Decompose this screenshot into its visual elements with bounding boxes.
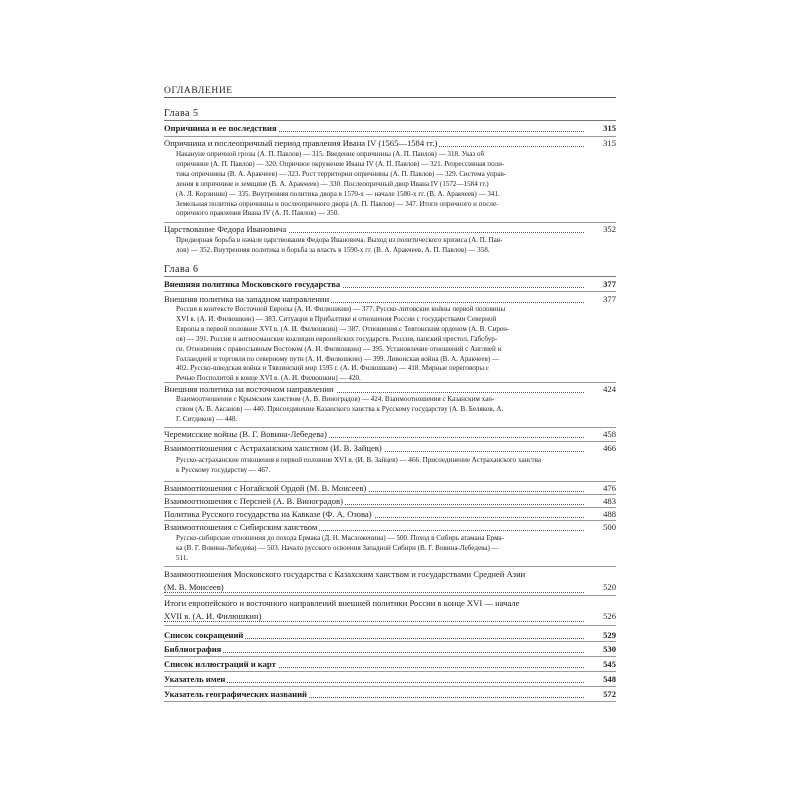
page-header: ОГЛАВЛЕНИЕ [164,86,233,96]
toc-entry[interactable] [164,383,616,395]
toc-entry-page: 377 [586,293,616,305]
subentry-line: Накануне опричной грозы (А. П. Павлов) — 315. Введение опричнины (А. П. Павлов) — 318. Указ об [176,150,485,158]
toc-entry[interactable] [164,508,616,520]
toc-entry-title: Черемисские войны (В. Г. Вовина-Лебедева) [164,429,327,439]
toc-entry-page: 458 [586,428,616,440]
toc-entry-title: Взаимоотношения с Ногайской Ордой (М. В. Моисеев) [164,483,367,493]
entry-rule [164,686,616,687]
entry-rule [164,701,616,702]
toc-subentries [176,456,596,476]
toc-entry-title-continued [164,610,263,622]
subentry-line: ги. Отношения с православным Востоком (А. И. Филюшкин) — 395. Установление отношений с Англией и [176,344,502,353]
toc-entry-page: 545 [586,658,616,670]
subentry-line: 511. [176,553,189,562]
subentry-line: Взаимоотношения с Крымским ханством (А. В. Виноградов) — 424. Взаимоотношения с Казанским хан- [176,395,495,403]
toc-entry-title: Список иллюстраций и карт [164,659,276,669]
toc-entry-title: Внешняя политика на западном направлении [164,294,330,304]
subentry-line: ления в опричнине и земщине (В. А. Аракчеев) — 330. Послеопричный двор Ивана IV (1572—1584 гг.) [176,179,489,188]
toc-entry[interactable] [164,278,616,290]
toc-entry-title: Опричнина и послеопричный период правления Ивана IV (1565—1584 гг.) [164,138,438,148]
toc-entry[interactable] [164,521,616,533]
subentry-line: Русско-астраханские отношения в первой половине XVI в. (И. В. Зайцев) — 466. Присоединение Астраханского ханства [176,456,542,464]
subentry-line: тика опричнины (В. А. Аракчеев) — 323. Рост территории опричнины (А. П. Павлов) — 329. Система управ- [176,169,507,178]
toc-entry-page: 520 [586,581,616,593]
toc-subentries [176,395,596,425]
subentry-line: Русско-сибирские отношения до похода Ермака (Д. Н. Масложенина) — 500. Поход в Сибирь атамана Ерма- [176,534,505,542]
subentry-line: Европы в первой половине XVI в. (А. И. Филюшкин) — 387. Отношения с Тевтонским орденом (А. В. Сирен- [176,324,510,333]
subentry-line: Россия в контексте Восточной Европы (А. И. Филюшкин) — 377. Русско-литовские войны первой половины [176,305,506,313]
subentry-line: Голландией и торговля по северному пути (А. И. Филюшкин) — 399. Ливонская война (В. А. Аракчеев) — [176,354,500,363]
entry-rule [164,291,616,292]
toc-subentries [176,534,596,564]
chapter-5-rule [164,120,616,121]
toc-entry-page: 572 [586,688,616,700]
toc-entry-title: Царствование Федора Ивановича [164,224,287,234]
toc-entry-title-tail: XVII в. (А. И. Филюшкин) [164,611,262,621]
toc-page [164,0,616,800]
leader-dots [164,682,584,683]
subentry-line: 402. Русско-шведская война и Тявзинский мир 1595 г. (А. И. Филюшкин) — 418. Мирные переговоры с [176,364,490,373]
chapter-5-title: Глава 5 [164,108,199,119]
toc-entry[interactable] [164,597,616,623]
subentry-line: XVI в. (А. И. Филюшкин) — 383. Ситуация в Прибалтике и отношения России с государствами Северной [176,314,497,323]
entry-rule [164,595,616,596]
toc-entry-title-continued [164,581,226,593]
toc-entry-title: Опричнина и ее последствия [164,123,277,133]
toc-entry-title: Библиография [164,644,222,654]
toc-subentries [176,150,596,219]
toc-entry[interactable] [164,442,616,454]
toc-subentries [176,236,596,256]
toc-entry-page: 483 [586,495,616,507]
toc-entry[interactable] [164,122,616,134]
subentry-line: Земельная политика опричнины и послеопричного двора (А. П. Павлов) — 347. Итоги опричного и после- [176,199,499,208]
subentry-line: лов) — 352. Внутренняя политика и борьба за власть в 1590-х гг. (В. А. Аракчеев, А. П. Павлов) — 358. [176,245,490,254]
leader-dots [164,652,584,653]
toc-entry-title: Указатель географических названий [164,689,307,699]
toc-entry-page: 548 [586,673,616,685]
toc-entry[interactable] [164,658,616,670]
toc-entry[interactable] [164,137,616,149]
toc-entry[interactable] [164,688,616,700]
toc-entry-page: 526 [586,610,616,622]
toc-entry-page: 500 [586,521,616,533]
chapter-6-rule [164,276,616,277]
toc-entry-page: 466 [586,442,616,454]
toc-entry-title: Итоги европейского и восточного направлений внешней политики России в конце XVI — начале [164,598,520,608]
leader-dots [164,621,584,622]
toc-entry-title: Взаимоотношения с Астраханским ханством (И. В. Зайцев) [164,443,382,453]
toc-entry[interactable] [164,428,616,440]
subentry-line: к Русскому государству — 467. [176,465,271,474]
leader-dots [164,592,584,593]
subentry-line: опричного правления Ивана IV (А. П. Павлов) — 350. [176,209,340,218]
toc-entry[interactable] [164,482,616,494]
toc-entry-page: 424 [586,383,616,395]
toc-entry[interactable] [164,495,616,507]
toc-entry-page: 476 [586,482,616,494]
subentry-line: ством (А. В. Аксанов) — 440. Присоединение Казанского ханства к Русскому государству (А. В. Беляков, А. [176,404,504,413]
subentry-line: ов) — 391. Россия и антиосманские коалиции европейских государств. Россия, папский престол, Габсбур- [176,334,498,343]
entry-rule [164,625,616,626]
toc-entry-title: Список сокращений [164,630,244,640]
toc-entry-title: Внешняя политика на восточном направлении [164,384,334,394]
toc-entry-title: Взаимоотношения с Персией (А. В. Виноградов) [164,496,343,506]
toc-entry[interactable] [164,293,616,305]
toc-entry-title: Взаимоотношения с Сибирским ханством [164,522,318,532]
toc-entry-page: 488 [586,508,616,520]
subentry-line: (А. Л. Корзинин) — 335. Внутренняя политика двора в 1570-х — начале 1580-х гг. (В. А. Аракчеев) — 341. [176,189,500,198]
subentry-line: Придворная борьба в начале царствования Федора Ивановича. Выход из политического кризиса (А. П. Пав- [176,236,503,244]
toc-entry-title: Политика Русского государства на Кавказе (Ф. А. Озова) [164,509,372,519]
toc-entry-title: Указатель имен [164,674,226,684]
toc-entry[interactable] [164,223,616,235]
subentry-line: опричнине (А. П. Павлов) — 320. Опричное окружение Ивана IV (А. П. Павлов) — 321. Репрессивная поли- [176,159,505,168]
toc-entry-page: 530 [586,643,616,655]
subentry-line: ка (В. Г. Вовина-Лебедева) — 503. Начало русского освоения Западной Сибири (В. Г. Вовина-Лебедева) — [176,543,499,552]
entry-rule [164,671,616,672]
toc-entry-page: 377 [586,278,616,290]
toc-entry-page: 529 [586,629,616,641]
toc-entry-title: Внешняя политика Московского государства [164,279,341,289]
entry-rule [164,656,616,657]
toc-entry[interactable] [164,643,616,655]
subentry-line: Г. Ситдиков) — 448. [176,414,238,423]
toc-subentries [176,305,596,384]
toc-entry-title: Взаимоотношения Московского государства с Казахским ханством и государствами Средней Азии [164,569,526,579]
entry-rule [164,641,616,642]
toc-entry[interactable] [164,673,616,685]
toc-entry-title-tail: (М. В. Моисеев) [164,582,224,592]
toc-entry-page: 352 [586,223,616,235]
toc-entry[interactable] [164,629,616,641]
toc-entry-page: 315 [586,122,616,134]
subentry-line: Речью Посполитой в конце XVI в. (А. И. Филюшкин) — 420. [176,374,361,383]
chapter-6-title: Глава 6 [164,264,199,275]
toc-entry-page: 315 [586,137,616,149]
toc-entry[interactable] [164,568,616,594]
header-rule [164,97,616,98]
entry-rule [164,566,616,567]
